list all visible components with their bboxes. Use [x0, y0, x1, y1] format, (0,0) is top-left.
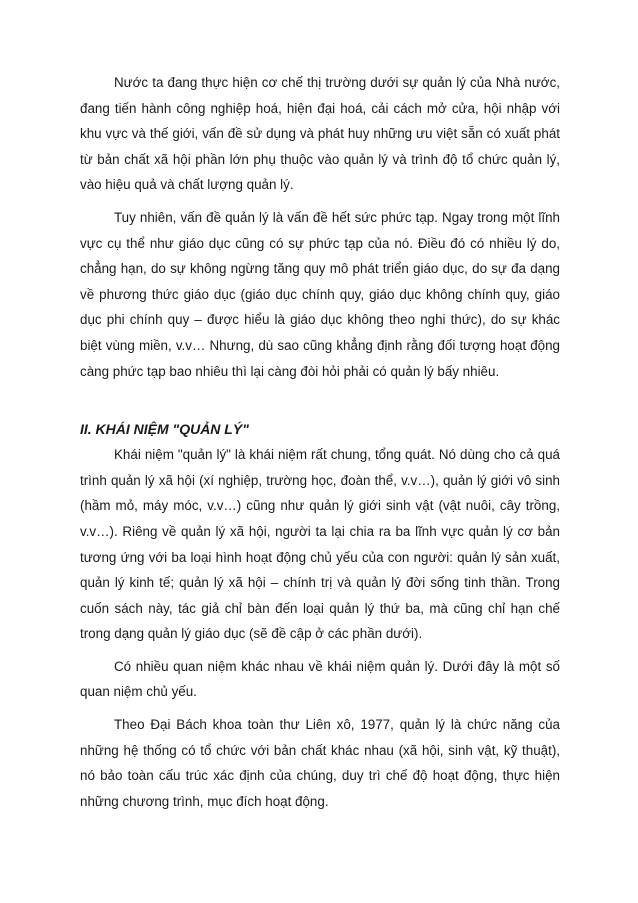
paragraph-many-views: Có nhiều quan niệm khác nhau về khái niệm quản lý. Dưới đây là một số quan niệm chủ yếu. [80, 658, 560, 700]
page-content [80, 70, 560, 814]
paragraph-encyclopedia-definition: Theo Đại Bách khoa toàn thư Liên xô, 1977, quản lý là chức năng của những hệ thống có tổ chức với bản chất khác nhau (xã hội, sinh vật, kỹ thuật), nó bảo toàn cấu trúc xác định của chúng, duy trì chế độ hoạt động, thực hiện những chương trình, mục đích hoạt động. [80, 717, 560, 809]
section-heading: II. KHÁI NIỆM "QUẢN LÝ" [80, 421, 249, 438]
paragraph-management-complexity: Tuy nhiên, vấn đề quản lý là vấn đề hết sức phức tạp. Ngay trong một lĩnh vực cụ thể như giáo dục cũng có sự phức tạp của nó. Điều đó có nhiều lý do, chẳng hạn, do sự không ngừng tăng quy mô phát triển giáo dục, do sự đa dạng về phương thức giáo dục (giáo dục chính quy, giáo dục không chính quy, giáo dục phi chính quy – được hiểu là giáo dục không theo nghi thức), do sự khác biệt vùng miền, v.v… Nhưng, dù sao cũng khẳng định rằng đối tượng hoạt động càng phức tạp bao nhiêu thì lại càng đòi hỏi phải có quản lý bấy nhiêu. [80, 209, 560, 379]
paragraph-management-concept: Khái niệm "quản lý" là khái niệm rất chung, tổng quát. Nó dùng cho cả quá trình quản lý xã hội (xí nghiệp, trường học, đoàn thể, v.v…), quản lý giới vô sinh (hầm mỏ, máy móc, v.v…) cũng như quản lý giới sinh vật (vật nuôi, cây trồng, v.v…). Riêng về quản lý xã hội, người ta lại chia ra ba lĩnh vực quản lý cơ bản tương ứng với ba loại hình hoạt động chủ yếu của con người: quản lý sản xuất, quản lý kinh tế; quản lý xã hội – chính trị và quản lý đời sống tinh thần. Trong cuốn sách này, tác giả chỉ bàn đến loại quản lý thứ ba, mà cũng chỉ hạn chế trong dạng quản lý giáo dục (sẽ đề cập ở các phần dưới). [80, 447, 560, 642]
paragraph-market-mechanism: Nước ta đang thực hiện cơ chế thị trường dưới sự quản lý của Nhà nước, đang tiến hành công nghiệp hoá, hiện đại hoá, cải cách mở cửa, hội nhập với khu vực và thế giới, vấn đề sử dụng và phát huy những ưu việt sẵn có xuất phát từ bản chất xã hội phần lớn phụ thuộc vào quản lý và trình độ tổ chức quản lý, vào hiệu quả và chất lượng quản lý. [80, 75, 560, 193]
